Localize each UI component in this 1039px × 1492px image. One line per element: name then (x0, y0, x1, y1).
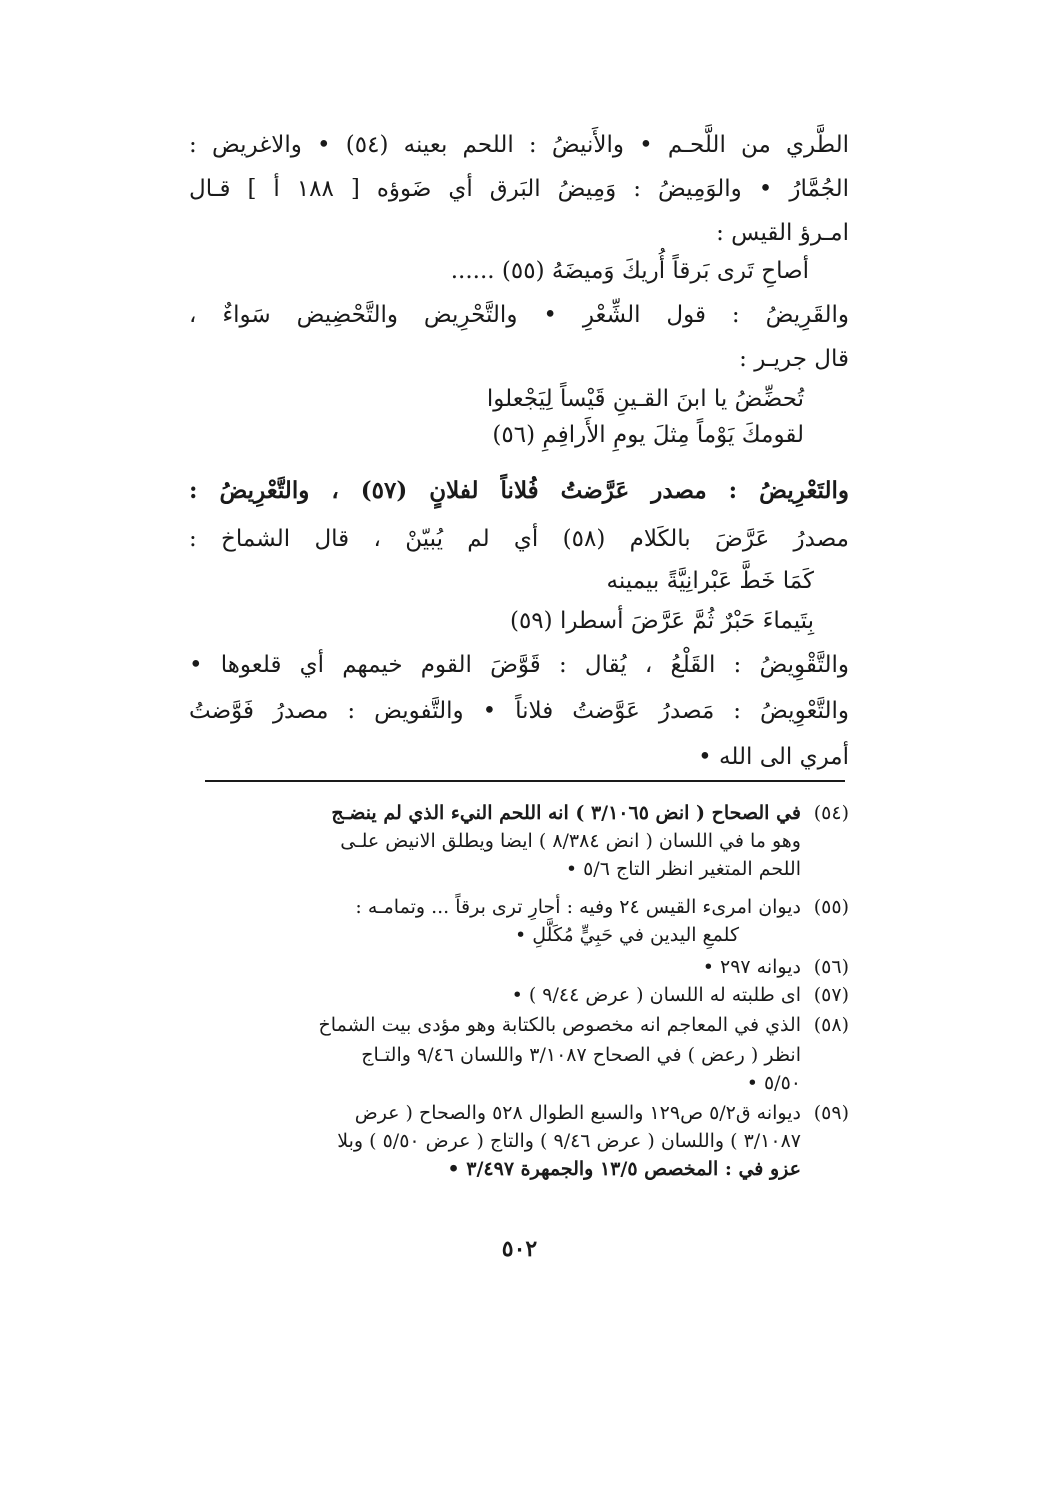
verse-line-2: تُحضِّضُ يا ابنَ القـينِ قَيْساً لِيَجْعلوا (486, 386, 804, 412)
footnote-line: ديوانه ق٥/٢ ص١٢٩ والسبع الطوال ٥٢٨ والصحاح ( عرض (354, 1102, 801, 1124)
footnote-line: في الصحاح ( انض ٣/١٠٦٥ ) انه اللحم النيء الذي لم ينضـج (331, 802, 801, 824)
body-line-13: والتَّقْوِيضُ : القَلْعُ ، يُقال : قَوَّضَ القوم خيمهم أي قلعوها • (189, 652, 849, 678)
body-line-5: والقَرِيضُ : قول الشِّعْرِ • والتَّحْرِيض والتَّحْضِيض سَواءٌ ، (189, 302, 849, 328)
footnote-separator (205, 780, 845, 782)
footnote-59 (189, 1100, 849, 1184)
footnote-line: انظر ( رعض ) في الصحاح ٣/١٠٨٧ واللسان ٩/٤٦ والتـاج (361, 1044, 801, 1066)
footnote-58 (189, 1012, 849, 1096)
body-line-10: مصدرُ عَرَّضَ بالكَلام (٥٨) أي لم يُبيّنْ ، قال الشماخ : (189, 526, 850, 552)
body-line-2: الجُمَّارُ • والوَمِيضُ : وَمِيضُ البَرق أي ضَوؤه [ ١٨٨ أ ] قـال (189, 176, 849, 202)
footnote-57 (189, 982, 849, 1010)
body-line-15: أمري الى الله • (698, 744, 849, 770)
footnote-line: عزو في : المخصص ١٣/٥ والجمهرة ٣/٤٩٧ • (447, 1158, 801, 1180)
body-line-14: والتَّعْوِيضُ : مَصدرُ عَوَّضتُ فلاناً • والتَّفويض : مصدرُ فَوَّضتُ (189, 698, 849, 724)
footnote-line: اى طلبته له اللسان ( عرض ٩/٤٤ ) • (511, 984, 801, 1006)
verse-line-4: كَمَا خَطَّ عَبْرانِيَّةً بيمينه (606, 568, 814, 594)
footnote-line: ديوانه ٢٩٧ • (702, 956, 801, 978)
footnote-number: (٥٥) (813, 896, 849, 918)
page-number: ٥٠٢ (501, 1236, 538, 1262)
footnote-line: ديوان امرىء القيس ٢٤ وفيه : أحارِ ترى برقاً ... وتمامـه : (355, 896, 801, 918)
footnote-line: الذي في المعاجم انه مخصوص بالكتابة وهو مؤدى بيت الشماخ (318, 1014, 801, 1036)
footnote-number: (٥٧) (813, 984, 849, 1006)
verse-line-3: لقومكَ يَوْماً مِثلَ يومِ الأَرافِمِ (٥٦) (492, 422, 804, 448)
footnote-56 (189, 954, 849, 982)
body-line-1: الطَّري من اللَّحـم • والأَنيضُ : اللحم بعينه (٥٤) • والاغريض : (189, 132, 849, 158)
verse-line-5: بِتَيماءَ حَبْرٌ ثُمَّ عَرَّضَ أسطرا (٥٩) (509, 608, 814, 634)
footnote-line: وهو ما في اللسان ( انض ٨/٣٨٤ ) ايضا ويطلق الانيض علـى (340, 830, 801, 852)
footnote-55 (189, 894, 849, 950)
footnote-line: ٣/١٠٨٧ ) واللسان ( عرض ٩/٤٦ ) والتاج ( عرض ٥/٥٠ ) وبلا (337, 1130, 801, 1152)
footnote-54 (189, 800, 849, 880)
verse-line-1: أصاحِ تَرى بَرقاً أُريكَ وَميضَهُ (٥٥) ...... (450, 258, 809, 284)
footnote-line: ٥/٥٠ • (746, 1072, 801, 1094)
footnote-line: اللحم المتغير انظر التاج ٥/٦ • (565, 858, 801, 880)
footnote-number: (٥٨) (813, 1014, 849, 1036)
footnote-number: (٥٦) (813, 956, 849, 978)
footnote-number: (٥٤) (813, 802, 849, 824)
body-line-3: امـرؤ القيس : (716, 220, 849, 246)
footnote-line: كلمعِ اليدين في حَبِيٍّ مُكَلَّلِ • (515, 924, 739, 946)
body-line-6: قال جريـر : (739, 346, 849, 372)
body-line-9: والتَعْرِيضُ : مصدر عَرَّضتُ فُلاناً لفلانٍ (٥٧) ، والتَّعْرِيضُ : (189, 477, 849, 504)
footnote-number: (٥٩) (813, 1102, 849, 1124)
